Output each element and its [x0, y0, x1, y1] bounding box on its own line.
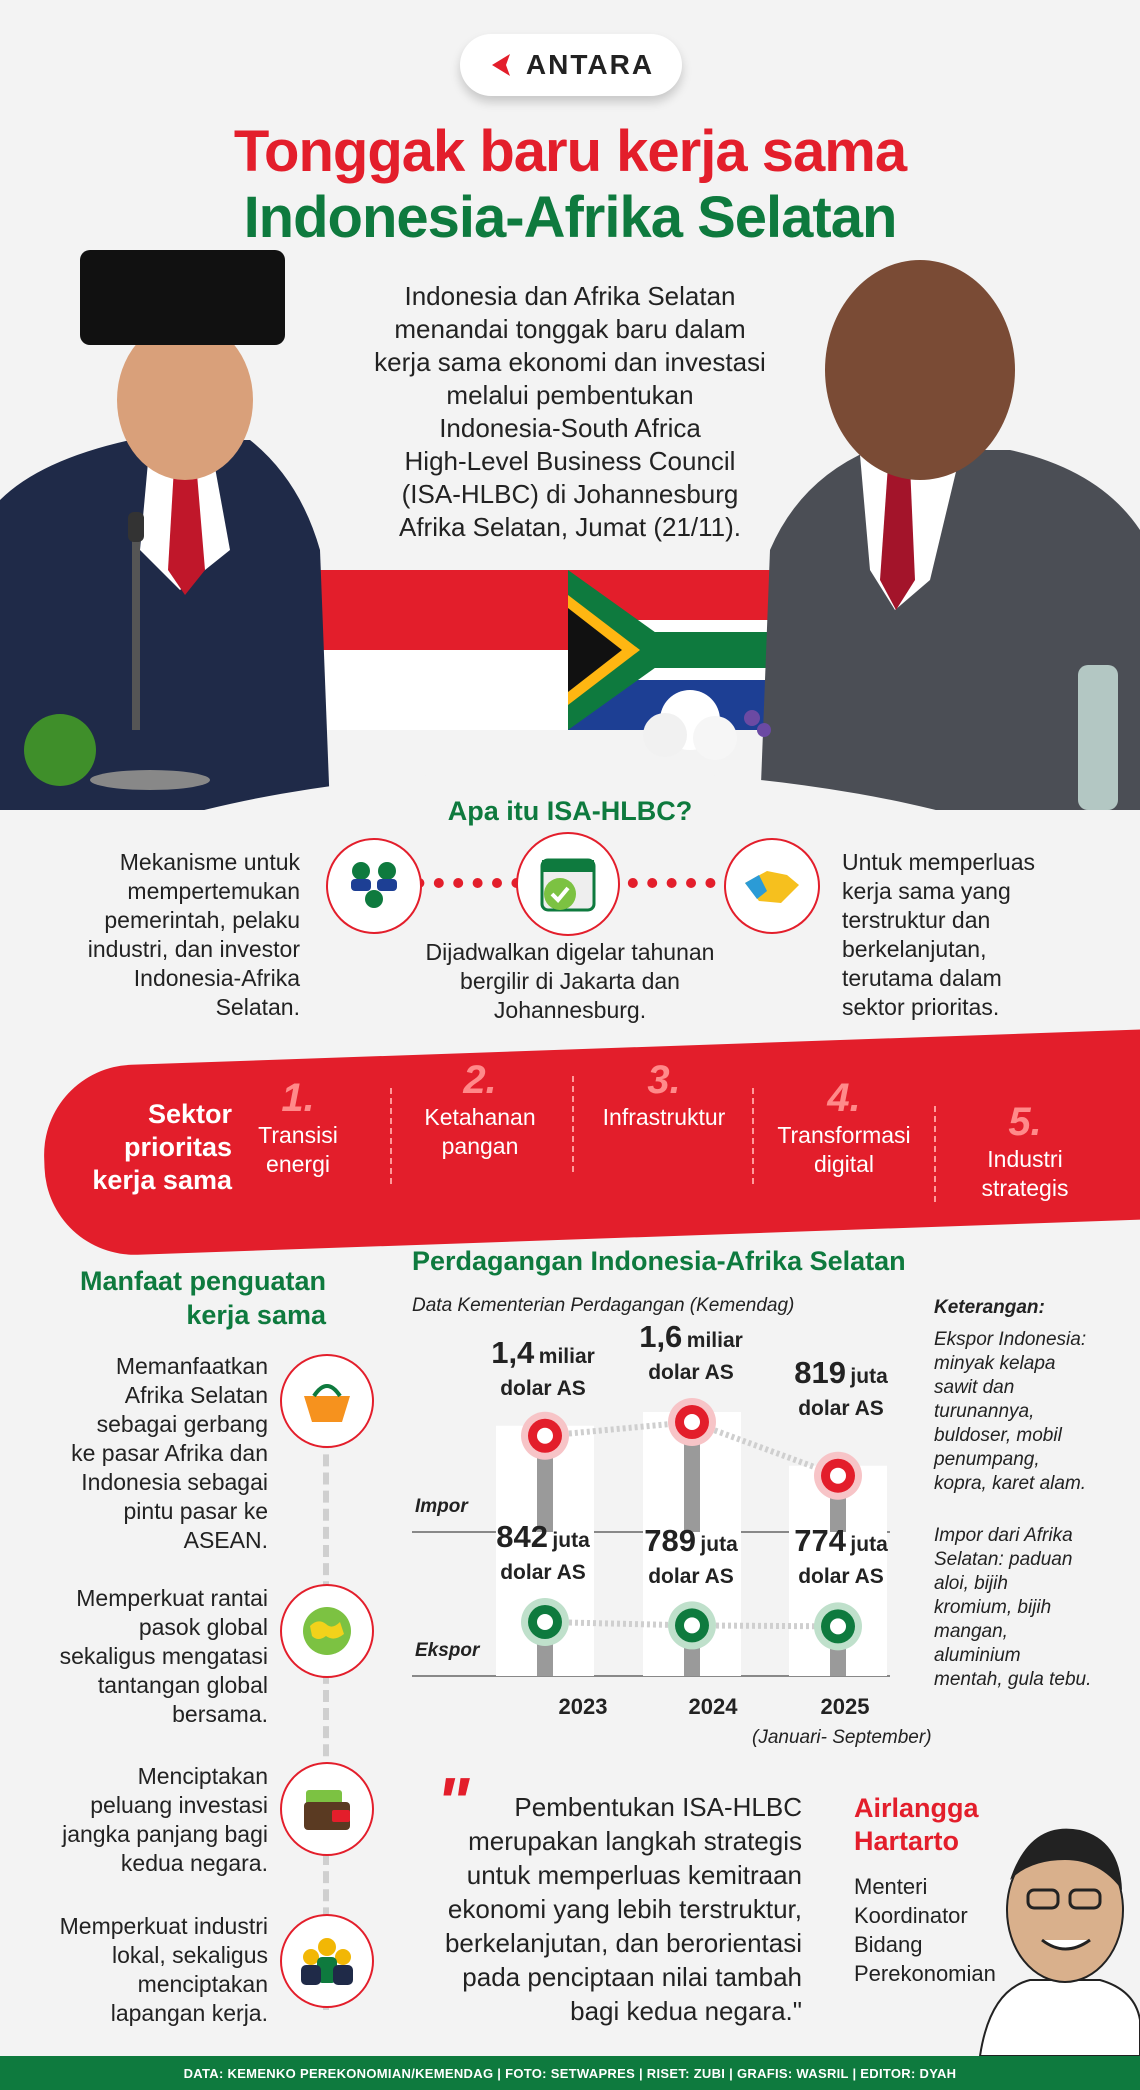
ekspor-point-center-2024	[684, 1617, 700, 1633]
calendar-check-icon	[516, 832, 620, 936]
impor-point-center-2024	[684, 1414, 700, 1430]
ekspor-point-center-2025	[830, 1618, 846, 1634]
antara-logo	[460, 34, 682, 96]
speaker-role: Menteri Koordinator Bidang Perekonomian	[854, 1874, 996, 1986]
antara-logo-icon	[488, 52, 518, 78]
ekspor-value-2023: 842 juta dolar AS	[496, 1519, 590, 1584]
speaker-name: Airlangga Hartarto	[854, 1793, 979, 1856]
sector-divider	[752, 1088, 754, 1184]
sector-number: 5.	[1008, 1100, 1042, 1144]
benefit-item-3: Menciptakan peluang investasi jangka panjang bagi kedua negara.	[62, 1763, 268, 1876]
sector-item-5	[960, 1100, 1090, 1203]
speaker-portrait	[970, 1790, 1140, 2056]
year-label-2023: 2023	[558, 1694, 608, 1719]
sector-label: Transisi energi	[258, 1122, 338, 1177]
benefits-title: Manfaat penguatan kerja sama	[79, 1266, 326, 1330]
handshake-icon	[724, 838, 820, 934]
benefit-item-1: Memanfaatkan Afrika Selatan sebagai gerbang ke pasar Afrika dan Indonesia sebagai pintu pasar ke ASEAN.	[71, 1353, 268, 1553]
benefit-item-2: Memperkuat rantai pasok global sekaligus mengatasi tantangan global bersama.	[59, 1585, 268, 1727]
wallet-icon	[280, 1762, 374, 1856]
sector-item-4	[764, 1076, 924, 1179]
water-bottle	[1078, 665, 1118, 810]
impor-value-2024: 1,6 miliar dolar AS	[639, 1319, 743, 1384]
sector-item-1	[238, 1076, 358, 1179]
sector-label: Infrastruktur	[602, 1104, 726, 1130]
impor-value-2023: 1,4 miliar dolar AS	[491, 1335, 595, 1400]
sector-number: 1.	[281, 1076, 315, 1120]
keterangan-title: Keterangan:	[934, 1297, 1045, 1318]
period-note: (Januari- September)	[752, 1727, 932, 1748]
ekspor-point-center-2023	[537, 1614, 553, 1630]
what-is-center-text: Dijadwalkan digelar tahunan bergilir di Jakarta dan Johannesburg.	[425, 939, 715, 1023]
quote-mark: "	[436, 1763, 470, 1841]
benefit-item-4: Memperkuat industri lokal, sekaligus menciptakan lapangan kerja.	[59, 1913, 268, 2026]
sector-item-2	[410, 1058, 550, 1161]
sector-label: Transformasi digital	[777, 1122, 911, 1177]
sector-number: 2.	[463, 1058, 497, 1102]
year-label-2024: 2024	[688, 1694, 738, 1719]
credits-footer: DATA: KEMENKO PEREKONOMIAN/KEMENDAG | FOTO: SETWAPRES | RISET: ZUBI | GRAFIS: WASRIL | EDITOR: DYAH	[0, 2056, 1140, 2090]
intro-text: Indonesia dan Afrika Selatan menandai tonggak baru dalam kerja sama ekonomi dan investasi melalui pembentukan Indonesia-South Africa High-Level Business Council (ISA-HLBC) di Johannesburg Afrika Selatan, Jumat (21/11).	[374, 281, 766, 542]
sector-label: Industri strategis	[981, 1146, 1069, 1201]
sector-divider	[934, 1106, 936, 1202]
sector-label: Ketahanan pangan	[424, 1104, 536, 1159]
impor-axis-label: Impor	[415, 1496, 468, 1517]
section-title-what-is: Apa itu ISA-HLBC?	[447, 796, 693, 826]
sector-number: 4.	[827, 1076, 861, 1120]
trade-source: Data Kementerian Perdagangan (Kemendag)	[412, 1295, 795, 1316]
title-line-2: Indonesia-Afrika Selatan	[243, 185, 897, 250]
impor-point-center-2023	[537, 1428, 553, 1444]
impor-point-center-2025	[830, 1468, 846, 1484]
meeting-icon	[326, 838, 422, 934]
keterangan-ekspor: Ekspor Indonesia: minyak kelapa sawit dan turunannya, buldoser, mobil penumpang, kopra, karet alam.	[934, 1329, 1087, 1494]
trade-title: Perdagangan Indonesia-Afrika Selatan	[412, 1246, 906, 1276]
ekspor-axis-label: Ekspor	[415, 1640, 480, 1661]
workers-icon	[280, 1914, 374, 2008]
year-label-2025: 2025	[820, 1694, 870, 1719]
sector-number: 3.	[647, 1058, 681, 1102]
sector-divider	[390, 1088, 392, 1184]
title-line-1: Tonggak baru kerja sama	[233, 119, 907, 184]
sector-item-3	[584, 1058, 744, 1132]
what-is-right-text: Untuk memperluas kerja sama yang terstruktur dan berkelanjutan, terutama dalam sektor prioritas.	[842, 849, 1036, 1020]
logo-text: ANTARA	[525, 49, 655, 80]
quote-text: Pembentukan ISA-HLBC merupakan langkah strategis untuk memperluas kemitraan ekonomi yang lebih terstruktur, berkelanjutan, dan berorientasi pada penciptaan nilai tambah bagi kedua negara."	[444, 1792, 802, 2026]
ekspor-value-2024: 789 juta dolar AS	[644, 1523, 738, 1588]
ekspor-value-2025: 774 juta dolar AS	[794, 1523, 888, 1588]
priority-sectors-label: Sektor prioritas kerja sama	[92, 1099, 232, 1195]
basket-icon	[280, 1354, 374, 1448]
sector-divider	[572, 1076, 574, 1172]
what-is-left-text: Mekanisme untuk mempertemukan pemerintah, pelaku industri, dan investor Indonesia-Afrika Selatan.	[87, 849, 300, 1020]
globe-icon	[280, 1584, 374, 1678]
keterangan-impor: Impor dari Afrika Selatan: paduan aloi, bijih kromium, bijih mangan, aluminium mentah, gula tebu.	[934, 1525, 1092, 1690]
impor-value-2025: 819 juta dolar AS	[794, 1355, 888, 1420]
